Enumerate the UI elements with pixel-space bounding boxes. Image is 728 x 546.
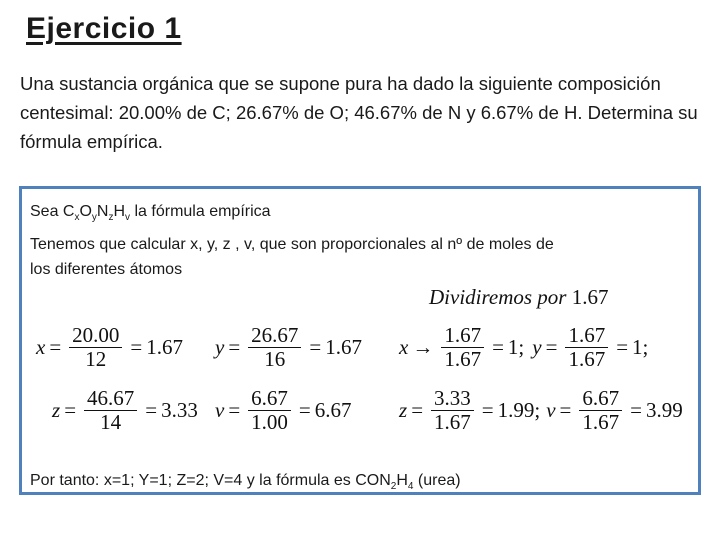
equation-x: x = $\frac{20.00}{12}$ = 1.67 (36, 323, 184, 371)
solution-box (19, 186, 701, 495)
equation-x-ratio: x → $\frac{1.67}{1.67}$ = 1; y = $\frac{1.67}{1.67}$ = 1; (399, 323, 649, 371)
conclusion-line: Por tanto: x=1; Y=1; Z=2; V=4 y la fórmula es $CON_2H_4$ (urea) (30, 472, 461, 493)
problem-statement: Una sustancia orgánica que se supone pura ha dado la siguiente composición centesimal: 20.00% de C; 26.67% de O; 46.67% de N y 6.67% de H. Determina su fórmula empírica. (20, 73, 698, 152)
slide-title: Ejercicio 1 (26, 12, 182, 45)
equation-y: y = $\frac{26.67}{16}$ = 1.67 (215, 323, 363, 371)
equation-z: z = $\frac{46.67}{14}$ = 3.33 (52, 386, 198, 434)
empirical-formula-line: Sea $C_xO_yN_zH_v$ la fórmula empírica (30, 203, 271, 224)
divide-note: Dividiremos por 1.67 (429, 285, 609, 309)
explanation-line-1: Tenemos que calcular x, y, z , v, que son proporcionales al nº de moles de (30, 236, 554, 253)
equation-v: v = $\frac{6.67}{1.00}$ = 6.67 (215, 386, 352, 434)
explanation-line-2: los diferentes átomos (30, 261, 183, 278)
equation-z-ratio: z = $\frac{3.33}{1.67}$ = 1.99; v = $\frac{6.67}{1.67}$ = 3.99 (399, 386, 683, 434)
